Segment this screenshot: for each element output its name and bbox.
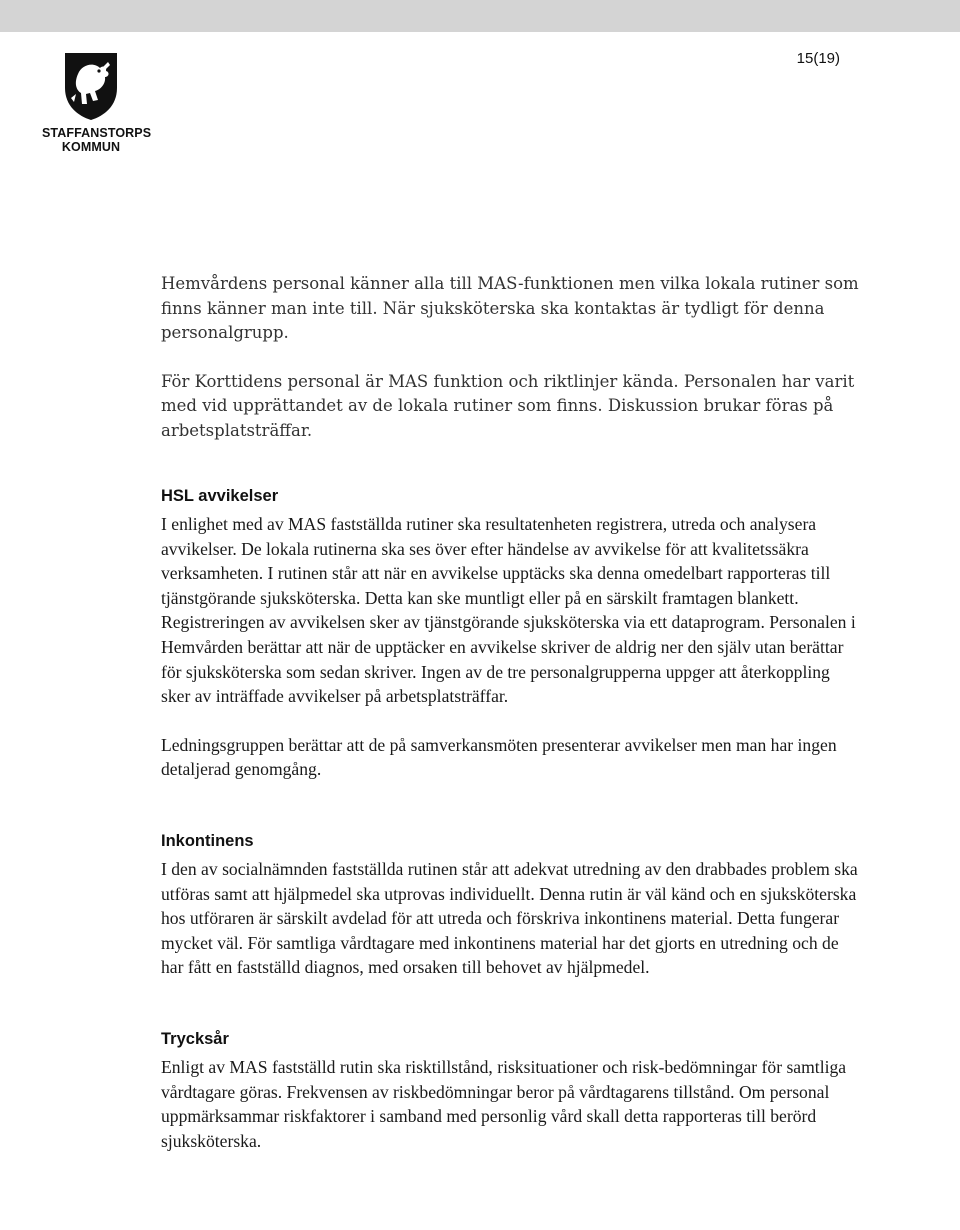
logo-text: STAFFANSTORPS KOMMUN	[42, 126, 152, 154]
paragraph-ledningsgruppen: Ledningsgruppen berättar att de på samverkansmöten presenterar avvikelser men man har ingen detaljerad genomgång.	[161, 734, 837, 780]
paragraph-korttiden: För Korttidens personal är MAS funktion och riktlinjer kända. Personalen har varit med vid upprättandet av de lokala rutiner som finns. Diskussion brukar föras på arbetsplatsträffar.	[161, 371, 855, 440]
paragraph-trycksar: Enligt av MAS fastställd rutin ska risktillstånd, risksituationer och risk-bedömningar för samtliga vårdtagare göras. Frekvensen av riskbedömningar beror på vårdtagarens tillstånd. Om personal uppmärksammar riskfaktorer i samband med personlig vård skall detta rapporteras till berörd sjuksköterska.	[161, 1056, 847, 1151]
top-bar	[0, 0, 960, 32]
heading-trycksar: Trycksår	[161, 1029, 229, 1048]
heading-hsl-avvikelser: HSL avvikelser	[161, 487, 279, 505]
municipality-logo	[42, 50, 152, 154]
coat-of-arms-icon	[62, 50, 120, 122]
paragraph-hemvarden: Hemvårdens personal känner alla till MAS-funktionen men vilka lokala rutiner som finns känner man inte till. När sjuksköterska ska kontaktas är tydligt för denna personalgrupp.	[161, 274, 859, 342]
paragraph-hsl-avvikelser: I enlighet med av MAS fastställda rutiner ska resultatenheten registrera, utreda och analysera avvikelser. De lokala rutinerna ska ses över efter händelse av avvikelse för att kvalitetssäkra verksamheten. I rutinen står att när en avvikelse upptäcks ska denna omedelbart rapporteras till tjänstgörande sjuksköterska. Detta kan ske muntligt eller på en särskilt framtagen blankett. Registreringen av avvikelsen sker av tjänstgörande sjuksköterska via ett dataprogram. Personalen i Hemvården berättar att när de upptäcker en avvikelse skriver de aldrig ner den själv utan berättar för sjuksköterska som sedan skriver. Ingen av de tre personalgrupperna uppger att återkoppling sker av inträffade avvikelser på arbetsplatsträffar.	[161, 514, 856, 707]
paragraph-inkontinens: I den av socialnämnden fastställda rutinen står att adekvat utredning av den drabbades problem ska utföras samt att hjälpmedel ska utprovas individuellt. Denna rutin är väl känd och en sjuksköterska hos utföraren är särskilt avdelad för att utreda och förskriva inkontinens material. Detta fungerar mycket väl. För samtliga vårdtagare med inkontinens material har det gjorts en utredning och de har fått en fastställd diagnos, med orsaken till behovet av hjälpmedel.	[161, 858, 858, 978]
page-number: 15(19)	[796, 50, 840, 67]
document-body	[161, 272, 861, 1153]
heading-inkontinens: Inkontinens	[161, 831, 254, 850]
